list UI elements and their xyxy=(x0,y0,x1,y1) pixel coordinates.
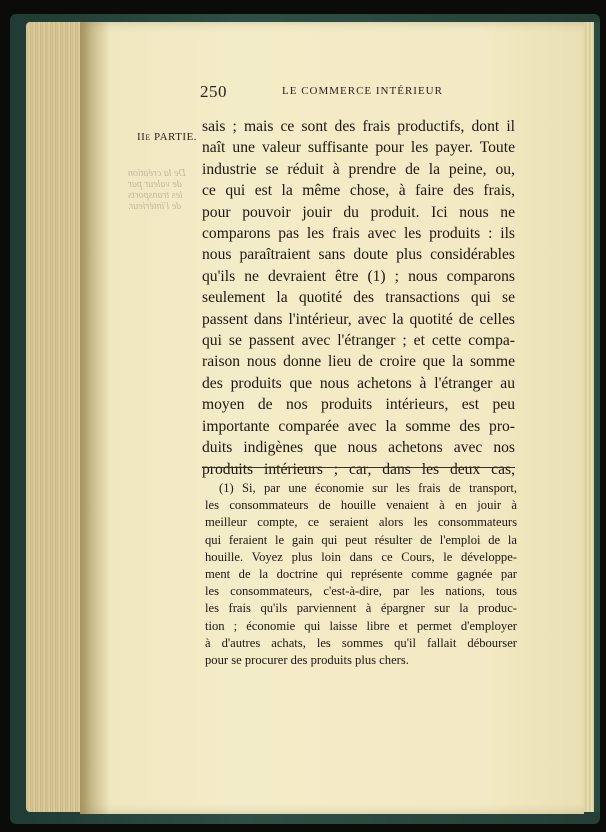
text-line: pour pouvoir jouir du produit. Ici nous ne xyxy=(202,203,515,221)
footnote-line: les frais qu'ils parviennent à épargner sur la produc- xyxy=(205,601,517,616)
footnote-line: pour se procurer des produits plus chers. xyxy=(205,653,409,668)
footnote-line: qui feraient le gain qui peut résulter de l'emploi de la xyxy=(205,532,517,547)
text-line: industrie se réduit à prendre de la peine, ou, xyxy=(202,160,515,178)
text-line: qui se passent avec l'étranger ; et cette compa- xyxy=(202,332,515,350)
text-line: sais ; mais ce sont des frais productifs, dont il xyxy=(202,118,515,135)
text-line: passent dans l'intérieur, avec la quotité de celles xyxy=(202,310,515,328)
bleed-through-line: de valeur par xyxy=(128,179,182,190)
footnote-line: (1) Si, par une économie sur les frais de transport, xyxy=(219,481,517,495)
text-line: seulement la quotité des transactions qui se xyxy=(202,289,515,307)
text-line: des produits que nous achetons à l'étranger au xyxy=(202,374,515,392)
text-line: naît une valeur suffisante pour les payer. Toute xyxy=(202,139,515,157)
text-line: duits indigènes que nous achetons avec nos xyxy=(202,439,515,457)
running-title: LE COMMERCE INTÉRIEUR xyxy=(282,85,443,97)
text-line: comparons pas les frais avec les produits : ils xyxy=(202,225,515,243)
bleed-through-line: les transports xyxy=(128,190,183,201)
footnote-line: ment de la doctrine qui représente comme gagnée par xyxy=(205,567,517,582)
footnote-line: houille. Voyez plus loin dans ce Cours, le développe- xyxy=(205,549,517,564)
page-number: 250 xyxy=(200,82,227,101)
text-line: produits intérieurs ; car, dans les deux cas, xyxy=(202,460,515,478)
footnote-line: les consommateurs de houille venaient à en jouir à xyxy=(205,498,517,513)
footnote xyxy=(205,480,517,669)
bleed-through-line: De la création xyxy=(128,168,186,179)
bleed-through-line: de l'intérieur. xyxy=(128,201,182,212)
page-stack xyxy=(26,22,86,812)
footnote-rule xyxy=(202,467,515,468)
text-line: nous paraîtraient sans doute plus considérables xyxy=(202,246,515,264)
text-line: qu'ils ne devraient être (1) ; nous comparons xyxy=(202,267,515,285)
footnote-line: tion ; économie qui laisse libre et permet d'employer xyxy=(205,618,517,633)
text-line: moyen de nos produits intérieurs, est peu xyxy=(202,396,515,414)
margin-note: IIe PARTIE. xyxy=(137,131,198,143)
gutter-shadow xyxy=(80,22,110,814)
text-line: raison nous donne lieu de croire que la somme xyxy=(202,353,515,371)
text-line: importante comparée avec la somme des pro- xyxy=(202,417,515,435)
page-header xyxy=(120,82,500,102)
footnote-line: meilleur compte, ce seraient alors les consommateurs xyxy=(205,515,517,530)
bleed-through-note xyxy=(128,168,198,212)
footnote-line: à d'autres achats, les sommes qu'il fallait débourser xyxy=(205,635,517,650)
text-line: ce qui est la même chose, à faire des frais, xyxy=(202,182,515,200)
footnote-line: les consommateurs, c'est-à-dire, par les nations, tous xyxy=(205,584,517,599)
body-text xyxy=(202,116,515,480)
